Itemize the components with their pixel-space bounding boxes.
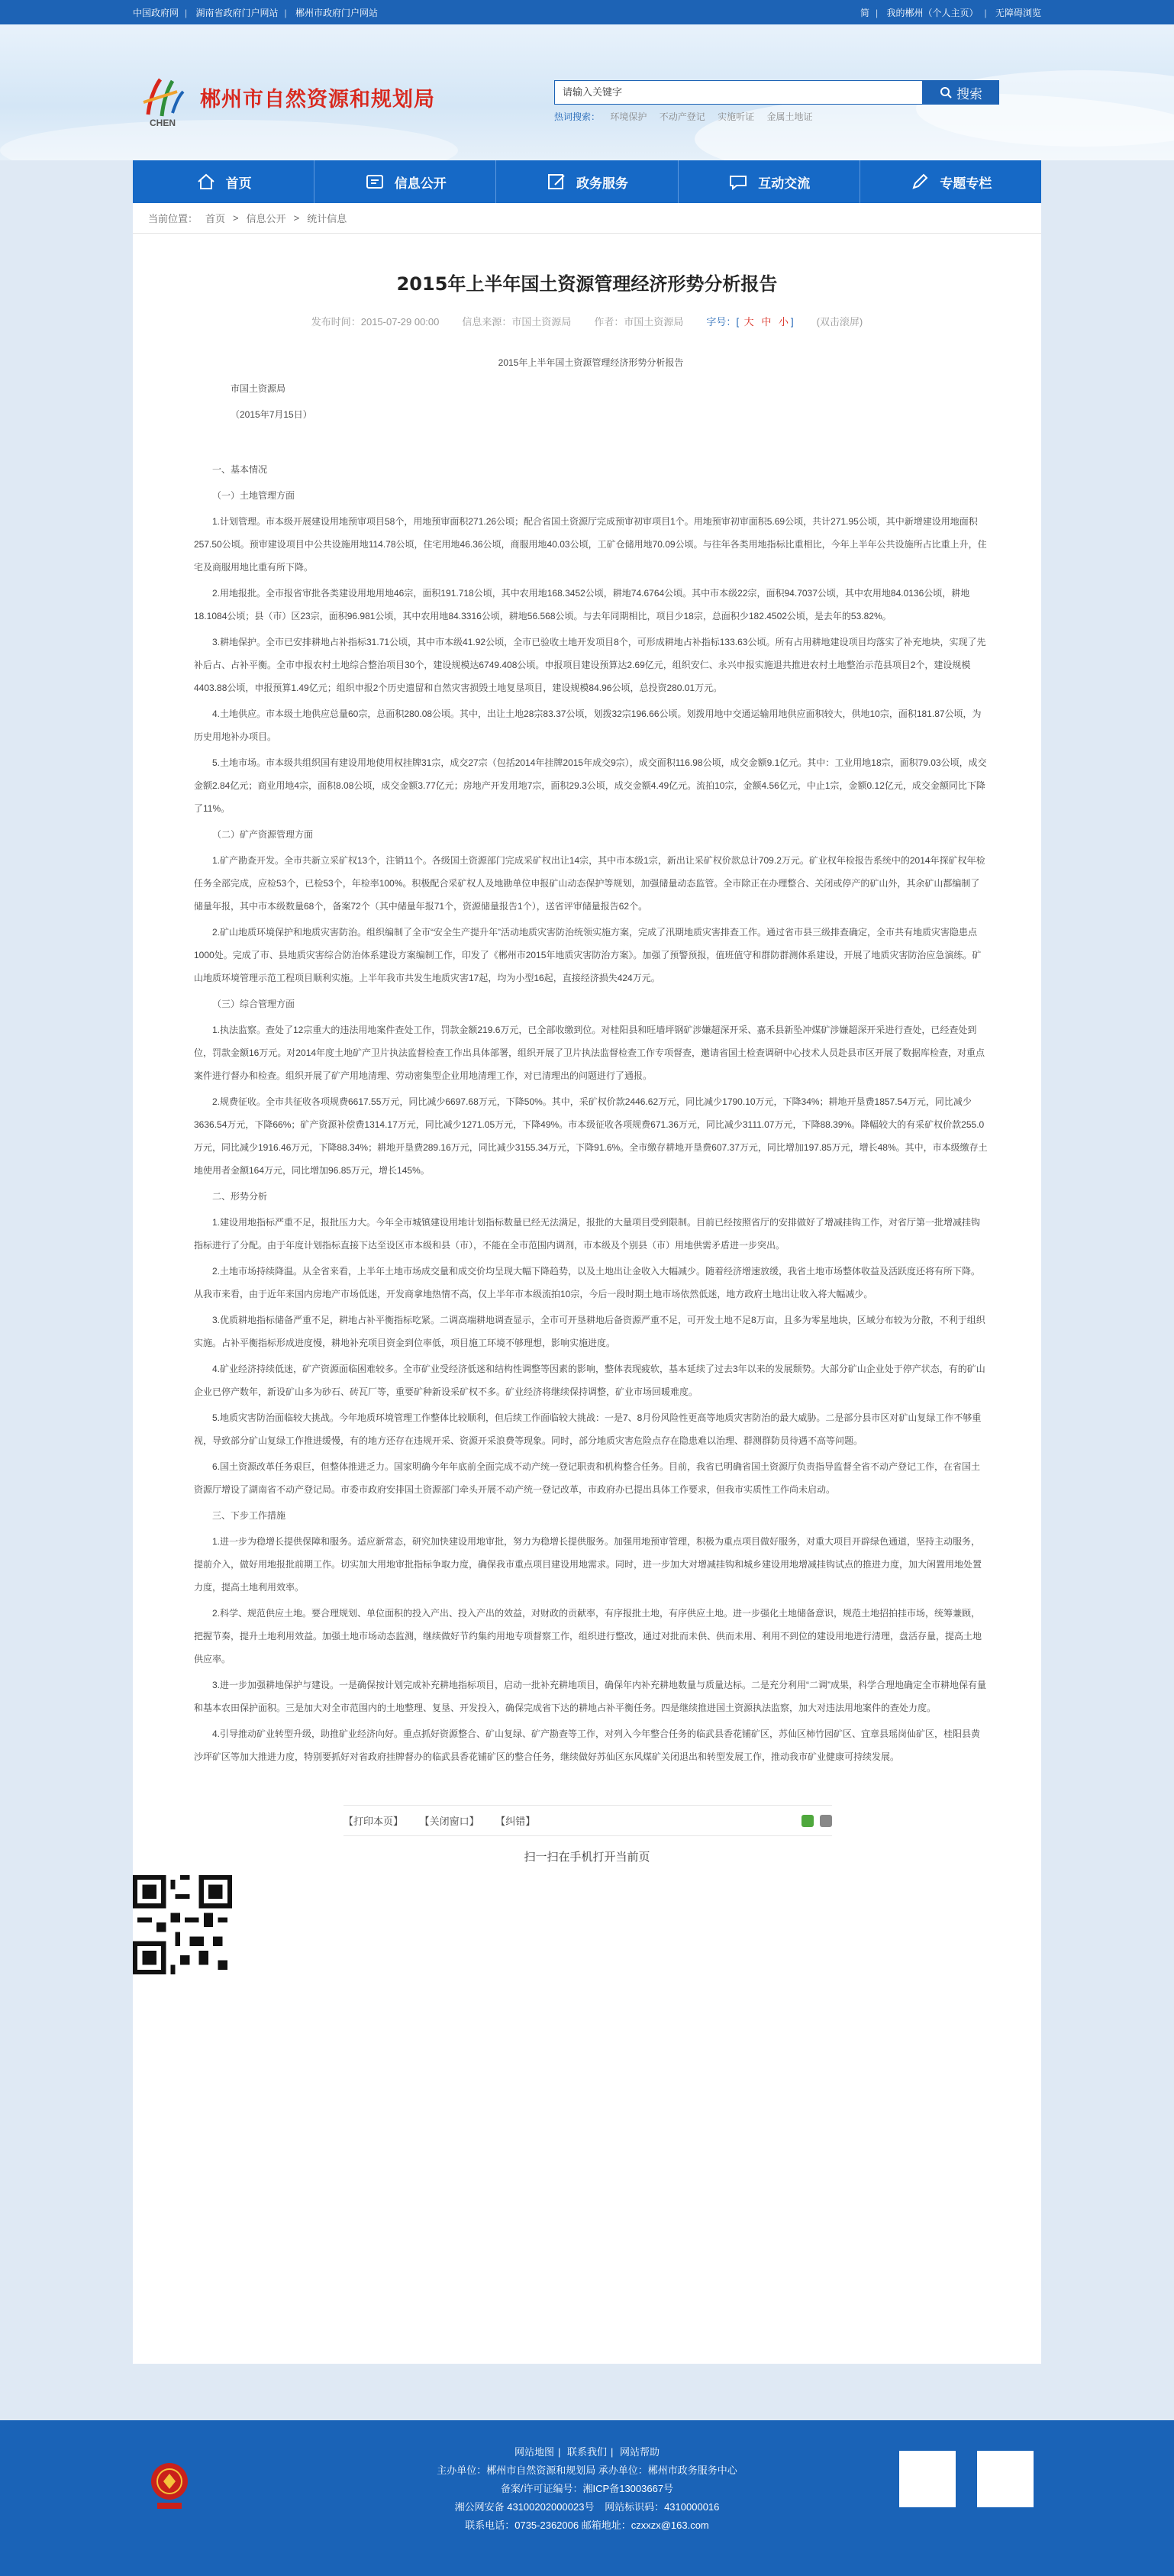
footer-sitemap-link[interactable]: 网站地图 [514, 2446, 554, 2458]
site-footer [0, 2420, 1174, 2576]
search-input[interactable]: 请输入关键字 [554, 80, 923, 105]
footer-qr-code-app [977, 2451, 1034, 2507]
topbar-link-accessibility[interactable]: 无障碍浏览 [995, 7, 1041, 18]
breadcrumb-statistics[interactable]: 统计信息 [307, 213, 347, 224]
hot-words-label: 热词搜索： [554, 111, 601, 122]
article-author: 作者：市国土资源局 [594, 316, 684, 328]
camera-icon[interactable] [820, 1815, 832, 1827]
article-paragraph: 4.引导推动矿业转型升级，助推矿业经济向好。重点抓好资源整合、矿山复绿、矿产勘查等工作，对列入今年整合任务的临武县香花铺矿区，苏仙区柿竹园矿区、宜章县瑶岗仙矿区，桂阳县黄沙坪矿区等加大推进力度，特别要抓好对省政府挂牌督办的临武县香花铺矿区的整合任务，继续做好苏仙区东风煤矿关闭退出和转型发展工作，推动我市矿业健康可持续发展。 [194, 1729, 981, 1762]
logo-caption: CHEN [150, 118, 176, 128]
article-paragraph: 市国土资源局 [231, 383, 286, 394]
article-paragraph: 2.科学、规范供应土地。要合理规划、单位面积的投入产出、投入产出的效益，对财政的贡献率，有序报批土地，有序供应土地。进一步强化土地储备意识，规范土地招拍挂市场，统筹兼顾，把握节奏，提升土地利用效益。加强土地市场动态监测，继续做好节约集约用地专项督察工作，组织进行整改，通过对批而未供、供而未用、利用不到位的建设用地进行清理，盘活存量，提高土地供应率。 [194, 1608, 982, 1664]
qr-caption: 扫一扫在手机打开当前页 [524, 1851, 650, 1864]
site-header [0, 24, 1174, 160]
nav-item-label: 互动交流 [758, 176, 811, 191]
article-paragraph: 1.执法监察。查处了12宗重大的违法用地案件查处工作，罚款金额219.6万元，已全部收缴到位。对桂阳县和旺墙坪钢矿涉嫌超深开采、嘉禾县新坠冲煤矿涉嫌超深开采进行查处，已经查处到位，罚款金额16万元。对2014年度土地矿产卫片执法监督检查工作出具体部署，组织开展了卫片执法监督检查工作专项督查，邀请省国土检查调研中心技术人员赴县市区开展了数据库检查，对重点案件进行督办和检查。组织开展了矿产用地清理、劳动密集型企业用地清理工作，对已清理出的问题进行了通报。 [194, 1025, 985, 1081]
hot-word-item[interactable]: 不动产登记 [659, 111, 705, 122]
breadcrumb [133, 203, 1041, 234]
print-page-link[interactable]: 【打印本页】 [343, 1816, 404, 1827]
font-medium-button[interactable]: 中 [761, 316, 772, 328]
article-paragraph: 1.建设用地指标严重不足，报批压力大。今年全市城镇建设用地计划指标数量已经无法满足，报批的大量项目受到限制。目前已经按照省厅的安排做好了增减挂钩工作，对省厅第一批增减挂钩指标进行了分配。由于年度计划指标直接下达至设区市本级和县（市），不能在全市范围内调剂，市本级及个别县（市）用地供需矛盾进一步突出。 [194, 1217, 981, 1251]
topbar-left-links: 中国政府网 | 湖南省政府门户网站 | 郴州市政府门户网站 [133, 7, 378, 18]
font-size-switch: 字号：[ 大 中 小 ] [706, 316, 794, 328]
footer-contact-link[interactable]: 联系我们 [566, 2446, 607, 2458]
publish-time: 发布时间：2015-07-29 00:00 [311, 316, 440, 328]
footer-police-record[interactable]: 湘公网安备 43100202000023号 [454, 2501, 595, 2513]
top-bar [0, 0, 1174, 24]
topbar-link-chenzhou[interactable]: 郴州市政府门户网站 [295, 7, 378, 18]
article-paragraph: 6.国土资源改革任务艰巨，但整体推进乏力。国家明确今年年底前全面完成不动产统一登记职责和机构整合任务。目前，我省已明确省国土资源厅负责指导监督全省不动产登记工作，在省国土资源厅增设了湖南省不动产登记局。市委市政府安排国土资源部门牵头开展不动产统一登记改革，市政府办已提出具体工作要求，但我市实质性工作尚未启动。 [194, 1461, 981, 1495]
nav-item-label: 专题专栏 [940, 176, 992, 191]
article-paragraph: 1.计划管理。市本级开展建设用地预审项目58个，用地预审面积271.26公顷；配合省国土资源厅完成预审初审项目1个。用地预审初审面积5.69公顷，共计271.95公顷，其中新增建设用地面积257.50公顷。预审建设项目中公共设施用地114.78公顷，住宅用地46.36公顷，商服用地40.03公顷，工矿仓储用地70.09公顷。与往年各类用地指标比重相比，今年上半年公共设施所占比重上升，住宅及商服用地比重有所下降。 [194, 516, 987, 573]
close-window-link[interactable]: 【关闭窗口】 [419, 1816, 479, 1827]
footer-contact: 联系电话：0735-2362006 邮箱地址：czxxzx@163.com [465, 2520, 709, 2531]
footer-qr-code-wechat [899, 2451, 956, 2507]
report-error-link[interactable]: 【纠错】 [495, 1816, 536, 1827]
main-content [133, 203, 1041, 2364]
article-paragraph: 2015年上半年国土资源管理经济形势分析报告 [498, 357, 684, 368]
search-bar [554, 80, 999, 105]
auto-scroll-hint[interactable]: (双击滚屏) [816, 316, 863, 328]
pen-icon [909, 171, 930, 192]
nav-item-home[interactable] [133, 160, 314, 203]
article-paragraph: 3.优质耕地指标储备严重不足，耕地占补平衡指标吃紧。二调高端耕地调查显示，全市可开垦耕地后备资源严重不足，可开发土地不足8万亩，且多为零星地块，区域分布较为分散，不利于组织实施。占补平衡指标形成进度慢，耕地补充项目资金到位率低，项目施工环境不够理想，影响实施进度。 [194, 1315, 985, 1348]
article-body [133, 351, 1041, 1768]
share-icons [801, 1815, 832, 1827]
footer-site-code: 网站标识码：4310000016 [605, 2501, 720, 2513]
article-paragraph: （二）矿产资源管理方面 [212, 829, 314, 840]
home-icon [195, 171, 217, 192]
footer-sponsor: 主办单位：郴州市自然资源和规划局 承办单位：郴州市政务服务中心 [437, 2465, 737, 2476]
nav-item-label: 首页 [225, 176, 252, 191]
font-size-label: 字号： [706, 316, 737, 328]
article-paragraph: 2.矿山地质环境保护和地质灾害防治。组织编制了全市“安全生产提升年”活动地质灾害防治统领实施方案，完成了汛期地质灾害排查工作。通过省市县三级排查确定，全市共有地质灾害隐患点1000处。完成了市、县地质灾害综合防治体系建设方案编制工作，印发了《郴州市2015年地质灾害防治方案》。加强了预警预报，值班值守和群防群测体系建设，开展了地质灾害防治应急演练。矿山地质环境管理示范工程项目顺利实施。上半年我市共发生地质灾害17起，均为小型16起，直接经济损失424万元。 [194, 927, 982, 983]
article-qr-code [133, 1875, 232, 1974]
main-nav [133, 160, 1041, 203]
info-icon [364, 171, 385, 192]
edit-icon [546, 171, 567, 192]
nav-item-label: 信息公开 [394, 176, 447, 191]
nav-item-label: 政务服务 [576, 176, 628, 191]
article-paragraph: 3.耕地保护。全市已安排耕地占补指标31.71公顷，其中市本级41.92公顷，全市已验收土地开发项目8个，可形成耕地占补指标133.63公顷。所有占用耕地建设项目均落实了补充地块，实现了先补后占、占补平衡。全市申报农村土地综合整治项目30个，建设规模达6749.408公顷。申报项目建设预算达2.69亿元，组织安仁、永兴申报实施退共推进农村土地整治示范县项目2个，建设规模4403.88公顷，申报预算1.49亿元；组织申报2个历史遗留和自然灾害损毁土地复垦项目，建设规模84.96公顷，总投资280.01万元。 [194, 637, 986, 693]
article-tools [343, 1805, 832, 1836]
hot-word-item[interactable]: 金属土地证 [766, 111, 813, 122]
article-paragraph: 2.土地市场持续降温。从全省来看，上半年土地市场成交量和成交价均呈现大幅下降趋势，以及土地出让金收入大幅减少。随着经济增速放缓，我省土地市场整体收益及活跃度还将有所下降。从我市来看，由于近年来国内房地产市场低迷，开发商拿地热情不高，仅上半年市本级流拍10宗，今后一段时期土地市场依然低迷，地方政府土地出让收入将大幅减少。 [194, 1266, 981, 1299]
nav-item-interaction[interactable] [678, 160, 860, 203]
article-paragraph: 4.土地供应。市本级土地供应总量60宗，总面积280.08公顷。其中，出让土地28宗83.37公顷，划拨32宗196.66公顷。划拨用地中交通运输用地供应面积较大，供地10宗，面积181.87公顷，为历史用地补办项目。 [194, 709, 982, 742]
hot-word-item[interactable]: 环境保护 [610, 111, 647, 122]
article-title: 2015年上半年国土资源管理经济形势分析报告 [396, 273, 778, 295]
topbar-right-links: 简 | 我的郴州（个人主页） | 无障碍浏览 [860, 7, 1041, 18]
breadcrumb-label: 当前位置： [148, 213, 198, 224]
article-paragraph: 2.规费征收。全市共征收各项规费6617.55万元，同比减少6697.68万元，下降50%。其中，采矿权价款2446.62万元，同比减少1790.10万元，下降34%；耕地开垦费1857.54万元，同比减少3636.54万元，下降66%；矿产资源补偿费1314.17万元，同比减少1271.05万元，下降49%。市本级征收各项规费671.36万元，同比减少3111.07万元，下降88.39%。降幅较大的有采矿权价款255.0万元，同比减少1916.46万元，下降88.34%；耕地开垦费289.16万元，同比减少3155.34万元，下降91.6%。全市缴存耕地开垦费607.37万元，同比增加197.85万元，增长48%。其中，市本级缴存土地使用者金额164万元，同比增加96.85万元，增长145%。 [194, 1096, 988, 1176]
article-paragraph: 5.地质灾害防治面临较大挑战。今年地质环境管理工作整体比较顺利，但后续工作面临较大挑战：一是7、8月份风险性更高等地质灾害防治的最大威胁。二是部分县市区对矿山复绿工作不够重视，导致部分矿山复绿工作推进缓慢，有的地方还存在违规开采、资源开采浪费等现象。同时，部分地质灾害危险点存在隐患难以治理、群测群防员待遇不高等问题。 [194, 1412, 982, 1446]
breadcrumb-info[interactable]: 信息公开 [246, 213, 286, 224]
breadcrumb-sep: > [233, 212, 239, 224]
article-paragraph: 3.进一步加强耕地保护与建设。一是确保按计划完成补充耕地指标项目，启动一批补充耕地项目，确保年内补充耕地数量与质量达标。二是充分利用“二调”成果，科学合理地确定全市耕地保有量和基本农田保护面积。三是加大对全市范围内的土地整理、复垦、开发投入，确保完成省下达的耕地占补平衡任务。四是继续推进国土资源执法监察，加大对违法用地案件的查处力度。 [194, 1680, 987, 1713]
breadcrumb-home[interactable]: 首页 [205, 213, 226, 224]
wechat-icon[interactable] [801, 1815, 814, 1827]
footer-qr-codes [899, 2451, 1034, 2507]
article-paragraph: 1.进一步为稳增长提供保障和服务。适应新常态，研究加快建设用地审批，努力为稳增长提供服务。加强用地预审管理，积极为重点项目做好服务，对重大项目开辟绿色通道，坚持主动服务，提前介入，做好用地报批前期工作。切实加大用地审批指标争取力度，确保我市重点项目建设用地需求。同时，进一步加大对增减挂钩和城乡建设用地增减挂钩试点的推进力度，加大闲置用地处置力度，提高土地利用效率。 [194, 1536, 982, 1593]
article-paragraph: （2015年7月15日） [231, 409, 312, 420]
site-title[interactable]: 郴州市自然资源和规划局 [200, 88, 435, 111]
article-paragraph: 2.用地报批。全市报省审批各类建设用地用地46宗，面积191.718公顷，其中农用地168.3452公顷，耕地74.6764公顷。其中市本级22宗，面积94.7037公顷，其中农用地84.0136公顷，耕地18.1084公顷；县（市）区23宗，面积96.981公顷，其中农用地84.3316公顷，耕地56.568公顷。与去年同期相比，项目少18宗，总面积少182.4502公顷，是去年的53.82%。 [194, 588, 970, 621]
chat-icon [727, 171, 749, 192]
topbar-link-simplified[interactable]: 简 [860, 7, 870, 18]
article-paragraph: （三）综合管理方面 [212, 999, 295, 1009]
article-paragraph: 一、基本情况 [212, 464, 268, 475]
article-paragraph: （一）土地管理方面 [212, 490, 295, 501]
footer-links: 网站地图 | 联系我们 | 网站帮助 [514, 2446, 660, 2458]
article-paragraph: 5.土地市场。市本级共组织国有建设用地使用权挂牌31宗，成交27宗（包括2014年挂牌2015年成交9宗），成交面积116.98公顷，成交金额9.1亿元。其中：工业用地18宗，面积79.03公顷，成交金额2.84亿元；商业用地4宗，面积8.08公顷，成交金额3.77亿元；房地产开发用地7宗，面积29.3公顷，成交金额4.49亿元。流拍10宗，金额4.56亿元，中止1宗，金额0.12亿元，成交金额同比下降了11%。 [194, 757, 987, 814]
article-paragraph: 4.矿业经济持续低迷，矿产资源面临困难较多。全市矿业受经济低迷和结构性调整等因素的影响，整体表现疲软，基本延续了过去3年以来的发展颓势。大部分矿山企业处于停产状态，有的矿山企业已停产数年，新设矿山多为砂石、砖瓦厂等，重要矿种新设采矿权不多。矿业经济将继续保持调整，矿业市场回暖难度。 [194, 1364, 985, 1397]
nav-item-info-disclosure[interactable] [314, 160, 495, 203]
nav-item-special-topics[interactable] [860, 160, 1041, 203]
topbar-link-my-page[interactable]: 我的郴州（个人主页） [886, 7, 979, 18]
search-button[interactable] [923, 80, 999, 105]
article-paragraph: 1.矿产勘查开发。全市共新立采矿权13个，注销11个。各级国土资源部门完成采矿权出让14宗，其中市本级1宗，新出让采矿权价款总计709.2万元。矿业权年检报告系统中的2014年探矿权年检任务全部完成，应检53个，已检53个，年检率100%。积极配合采矿权人及地勘单位申报矿山动态保护等规划，加强储量动态监管。全市除正在办理整合、关闭或停产的矿山外，其余矿山都编制了储量年报，其中市本级数量68个，备案72个（其中储量年报71个，资源储量报告1个），送省评审储量报告62个。 [194, 855, 985, 912]
search-icon [940, 86, 952, 98]
topbar-link-gov[interactable]: 中国政府网 [133, 7, 179, 18]
font-small-button[interactable]: 小 [778, 316, 789, 328]
article-paragraph [194, 429, 988, 455]
info-source: 信息来源：市国土资源局 [462, 316, 572, 328]
footer-help-link[interactable]: 网站帮助 [620, 2446, 660, 2458]
font-large-button[interactable]: 大 [743, 316, 754, 328]
footer-icp[interactable]: 备案/许可证编号：湘ICP备13003667号 [500, 2483, 674, 2494]
nav-item-gov-services[interactable] [495, 160, 677, 203]
article-paragraph: 二、形势分析 [212, 1191, 268, 1202]
article-meta [133, 314, 1041, 328]
breadcrumb-sep: > [293, 212, 300, 224]
hot-word-item[interactable]: 实施听证 [718, 111, 755, 122]
hot-words [554, 110, 822, 123]
topbar-link-hunan[interactable]: 湖南省政府门户网站 [195, 7, 279, 18]
search-button-label: 搜索 [956, 86, 982, 102]
article-paragraph: 三、下步工作措施 [212, 1510, 286, 1521]
